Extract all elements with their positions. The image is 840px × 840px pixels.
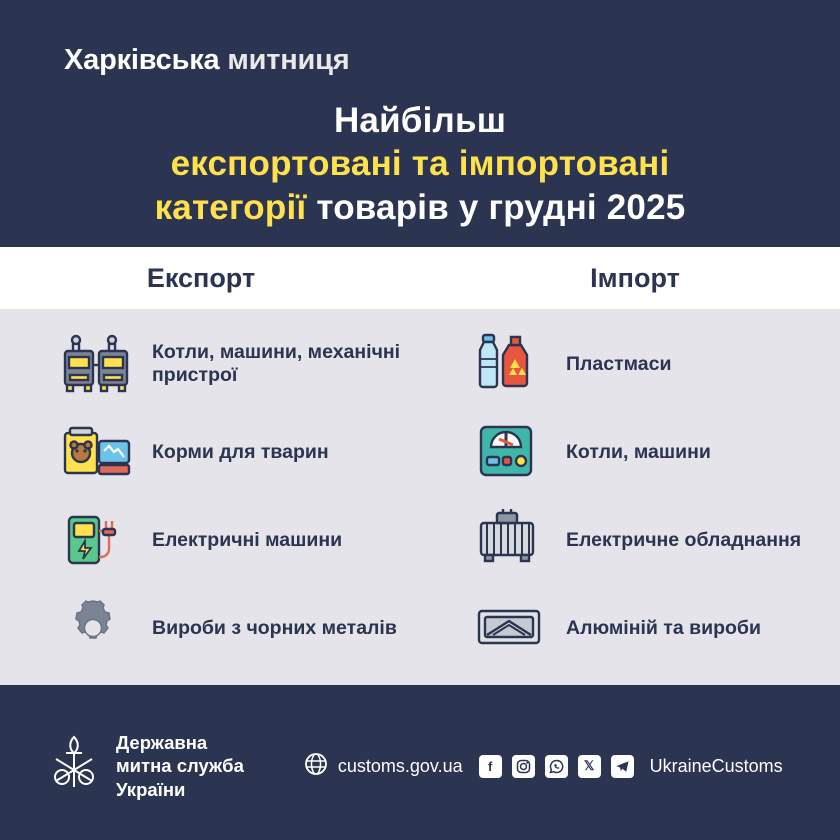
- gov-line-3: України: [116, 779, 186, 800]
- plastics-icon: [472, 327, 550, 401]
- telegram-icon[interactable]: [611, 755, 634, 778]
- list-item: [58, 591, 420, 665]
- gov-branding: [46, 731, 244, 802]
- import-heading: Імпорт: [590, 262, 680, 293]
- list-item-label: Електричні машини: [152, 528, 343, 551]
- facebook-icon[interactable]: f: [479, 755, 502, 778]
- list-item: [472, 503, 840, 577]
- social-handle[interactable]: UkraineCustoms: [649, 755, 783, 776]
- brand-title: [0, 44, 840, 77]
- boilers-machines-icon: [472, 415, 550, 489]
- title-line-3: [40, 186, 800, 229]
- export-heading: Експорт: [146, 262, 256, 293]
- poster-footer: [0, 685, 840, 840]
- x-icon[interactable]: 𝕏: [578, 755, 601, 778]
- list-item-label: Електричне обладнання: [566, 528, 802, 551]
- list-item: [472, 591, 840, 665]
- animal-feed-icon: [58, 415, 136, 489]
- title-line-1: Найбільш: [333, 101, 507, 140]
- electric-machines-icon: [58, 503, 136, 577]
- list-item: [58, 327, 420, 401]
- list-item: [58, 503, 420, 577]
- list-item: [472, 415, 840, 489]
- aluminium-products-icon: [472, 591, 550, 665]
- list-item-label: Корми для тварин: [152, 440, 329, 463]
- list-item-label: Котли, машини, механічні пристрої: [152, 341, 401, 387]
- poster-header: [0, 0, 840, 247]
- title-line-3-yellow: категорії: [154, 187, 307, 227]
- export-column: [0, 327, 420, 665]
- gov-line-2: митна служба: [116, 755, 244, 777]
- gov-name: [116, 731, 244, 802]
- list-item-label: Пластмаси: [566, 352, 672, 375]
- brand-part2: митниця: [227, 44, 350, 76]
- instagram-icon[interactable]: [512, 755, 535, 778]
- title-line-3-white: товарів у грудні 2025: [306, 187, 686, 227]
- ferrous-metal-products-icon: [58, 591, 136, 665]
- gov-line-1: Державна: [116, 731, 208, 753]
- list-item-label: Котли, машини: [566, 440, 711, 463]
- brand-part1: Харківська: [64, 44, 220, 76]
- categories-lists: [0, 309, 840, 685]
- list-item: [472, 327, 840, 401]
- customs-emblem-icon: [46, 733, 102, 800]
- contacts-bar: [304, 752, 783, 781]
- list-item-label: Алюміній та вироби: [566, 616, 761, 639]
- list-item-label: Вироби з чорних металів: [152, 616, 397, 639]
- list-item: [58, 415, 420, 489]
- electrical-equipment-icon: [472, 503, 550, 577]
- whatsapp-icon[interactable]: [545, 755, 568, 778]
- column-headings: [0, 247, 840, 309]
- poster-title: [0, 99, 840, 229]
- boilers-machines-icon: [58, 327, 136, 401]
- website-link[interactable]: customs.gov.ua: [337, 755, 463, 776]
- title-line-2: експортовані та імпортовані: [170, 144, 670, 184]
- globe-icon: [304, 752, 328, 781]
- import-column: [420, 327, 840, 665]
